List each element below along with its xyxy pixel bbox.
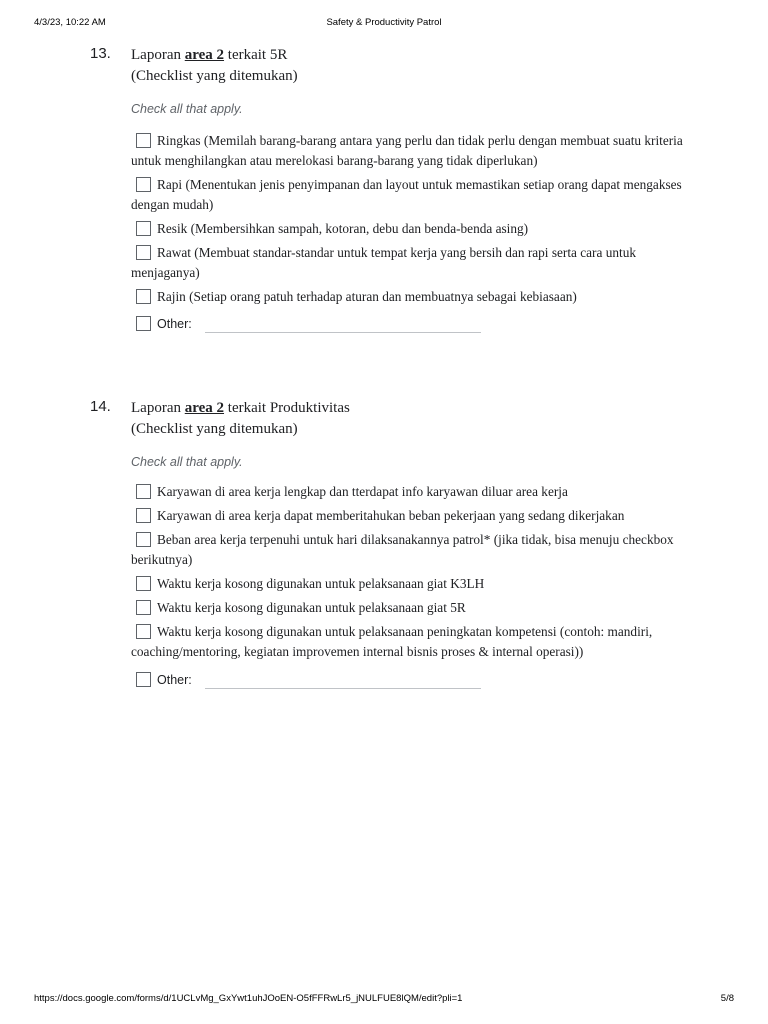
option-other [131, 316, 192, 331]
title-line2: (Checklist yang ditemukan) [131, 421, 298, 437]
question-number: 14. [90, 398, 111, 415]
other-input[interactable] [205, 688, 481, 689]
option-rajin [131, 287, 691, 307]
option-other [131, 672, 192, 687]
option-label: Waktu kerja kosong digunakan untuk pelaksanaan peningkatan kompetensi (contoh: mandiri, coaching/mentoring, kegiatan improvemen internal bisnis proses & internal operasi)) [131, 624, 653, 659]
option-karyawan-lengkap [131, 482, 691, 502]
form-title: Safety & Productivity Patrol [326, 17, 442, 28]
option-karyawan-beban [131, 506, 691, 526]
option-label: Rajin (Setiap orang patuh terhadap aturan dan membuatnya sebagai kebiasaan) [157, 289, 577, 304]
option-label: Rawat (Membuat standar-standar untuk tempat kerja yang bersih dan rapi serta cara untuk menjaganya) [131, 245, 636, 280]
title-prefix: Laporan [131, 400, 185, 416]
option-label: Ringkas (Memilah barang-barang antara yang perlu dan tidak perlu dengan membuat suatu kriteria untuk menghilangkan atau merelokasi barang-barang yang tidak diperlukan) [131, 133, 683, 168]
page-url: https://docs.google.com/forms/d/1UCLvMg_GxYwt1uhJOoEN-O5fFFRwLr5_jNULFUE8lQM/edit?pli=1 [34, 993, 463, 1004]
option-beban-area [131, 530, 691, 570]
checkbox[interactable] [136, 221, 151, 236]
checkbox[interactable] [136, 508, 151, 523]
checkbox[interactable] [136, 316, 151, 331]
option-ringkas [131, 131, 691, 171]
checkbox[interactable] [136, 177, 151, 192]
title-suffix: terkait 5R [224, 47, 288, 63]
title-line2: (Checklist yang ditemukan) [131, 68, 298, 84]
other-label: Other: [157, 317, 192, 331]
other-label: Other: [157, 673, 192, 687]
option-kompetensi [131, 622, 691, 662]
checkbox[interactable] [136, 532, 151, 547]
option-label: Karyawan di area kerja lengkap dan tterdapat info karyawan diluar area kerja [157, 484, 568, 499]
option-k3lh [131, 574, 691, 594]
other-input[interactable] [205, 332, 481, 333]
title-prefix: Laporan [131, 47, 185, 63]
option-label: Beban area kerja terpenuhi untuk hari dilaksanakannya patrol* (jika tidak, bisa menuju checkbox berikutnya) [131, 532, 674, 567]
question-title [131, 398, 691, 440]
checkbox[interactable] [136, 600, 151, 615]
checkbox[interactable] [136, 484, 151, 499]
title-bold: area 2 [184, 47, 225, 63]
checkbox[interactable] [136, 576, 151, 591]
question-number: 13. [90, 45, 111, 62]
option-label: Waktu kerja kosong digunakan untuk pelaksanaan giat K3LH [157, 576, 485, 591]
checkbox[interactable] [136, 133, 151, 148]
checkbox[interactable] [136, 245, 151, 260]
checkbox[interactable] [136, 672, 151, 687]
option-label: Resik (Membersihkan sampah, kotoran, debu dan benda-benda asing) [157, 221, 529, 236]
title-bold: area 2 [184, 400, 225, 416]
instruction-text: Check all that apply. [131, 455, 243, 469]
option-label: Waktu kerja kosong digunakan untuk pelaksanaan giat 5R [157, 600, 466, 615]
option-5r [131, 598, 691, 618]
title-suffix: terkait Produktivitas [224, 400, 350, 416]
option-resik [131, 219, 691, 239]
options-list [131, 482, 691, 666]
page-number: 5/8 [720, 993, 734, 1004]
option-label: Rapi (Menentukan jenis penyimpanan dan layout untuk memastikan setiap orang dapat mengakses dengan mudah) [131, 177, 682, 212]
checkbox[interactable] [136, 289, 151, 304]
print-datetime: 4/3/23, 10:22 AM [34, 17, 106, 28]
options-list [131, 131, 691, 311]
option-rawat [131, 243, 691, 283]
option-label: Karyawan di area kerja dapat memberitahukan beban pekerjaan yang sedang dikerjakan [157, 508, 625, 523]
option-rapi [131, 175, 691, 215]
checkbox[interactable] [136, 624, 151, 639]
question-title [131, 45, 691, 87]
instruction-text: Check all that apply. [131, 102, 243, 116]
